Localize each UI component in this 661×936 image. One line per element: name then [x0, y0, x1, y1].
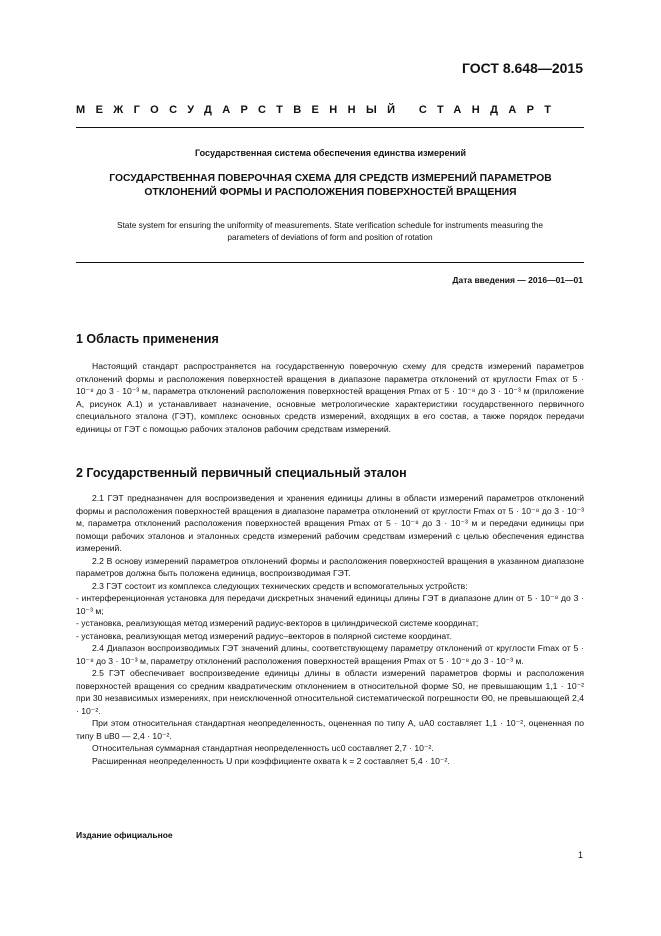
introduction-date: Дата введения — 2016—01—01 — [452, 275, 583, 285]
paragraph-2-1: 2.1 ГЭТ предназначен для воспроизведения и хранения единицы длины в области измерений параметров отклонений формы и расположения поверхностей вращения в диапазоне параметра отклонений от круглости Fmax от 5 · 10⁻⁸ до 3 · 10⁻³ м, параметра отклонений расположения поверхностей вращения Pmax от 5 · 10⁻⁸ до 3 · 10⁻³ м и передачи единицы при помощи рабочих эталонов и эталонных средств измерений рабочим средствам измерений с целью обеспечения единства измерений. — [76, 493, 584, 553]
paragraph-2-5-combined: Относительная суммарная стандартная неопределенность uc0 составляет 2,7 · 10⁻². — [92, 743, 434, 753]
paragraph-2-5-expanded: Расширенная неопределенность U при коэффициенте охвата k = 2 составляет 5,4 · 10⁻². — [92, 755, 450, 766]
section2-body — [76, 492, 584, 767]
system-title: Государственная система обеспечения единства измерений — [195, 148, 466, 158]
list-item-cylindrical: - установка, реализующая метод измерений радиус-векторов в цилиндрической системе координат; — [76, 618, 479, 628]
english-title — [76, 220, 584, 243]
section1-body — [76, 360, 584, 435]
standard-type-heading: МЕЖГОСУДАРСТВЕННЫЙ СТАНДАРТ — [76, 104, 562, 116]
english-title-line1: State system for ensuring the uniformity of measurements. State verification schedule for instruments measuring the — [116, 220, 544, 230]
paragraph-2-4: 2.4 Диапазон воспроизводимых ГЭТ значений длины, соответствующему параметру отклонений от круглости Fmax от 5 · 10⁻⁸ до 3 · 10⁻³ м, параметру отклонений расположения поверхностей вращения Pmax от 5 · 10⁻⁸ до 3 · 10⁻³ м. — [76, 643, 584, 666]
list-item-polar: - установка, реализующая метод измерений радиус–векторов в полярной системе координат. — [76, 630, 452, 641]
section2-heading: 2 Государственный первичный специальный эталон — [76, 466, 407, 480]
list-item-interferometer: - интерференционная установка для передачи дискретных значений единицы длины ГЭТ в диапазоне длин от 5 · 10⁻⁸ до 3 · 10⁻³ м; — [76, 593, 584, 616]
header-rule-top — [76, 127, 584, 128]
main-title-line1: ГОСУДАРСТВЕННАЯ ПОВЕРОЧНАЯ СХЕМА ДЛЯ СРЕДСТВ ИЗМЕРЕНИЙ ПАРАМЕТРОВ — [109, 173, 552, 184]
header-rule-bottom — [76, 262, 584, 263]
section1-heading: 1 Область применения — [76, 332, 219, 346]
main-title — [40, 172, 621, 200]
english-title-line2: parameters of deviations of form and position of rotation — [227, 231, 433, 242]
paragraph-2-5: 2.5 ГЭТ обеспечивает воспроизведение единицы длины в области измерений параметров формы и расположения поверхностей вращения со средним квадратическим отклонением в относительной форме S0, не превышающим 1,1 · 10⁻² при 30 независимых измерениях, при неисключенной относительной систематической погрешности Θ0, не превышающей 2,4 · 10⁻². — [76, 668, 584, 716]
main-title-line2: ОТКЛОНЕНИЙ ФОРМЫ И РАСПОЛОЖЕНИЯ ПОВЕРХНОСТЕЙ ВРАЩЕНИЯ — [144, 187, 517, 198]
paragraph-2-5-uncertainty: При этом относительная стандартная неопределенность, оцененная по типу А, uA0 составляет 1,1 · 10⁻², оцененная по типу В uB0 — 2,4 · 10⁻². — [76, 718, 584, 741]
page-number: 1 — [577, 850, 583, 860]
section1-paragraph: Настоящий стандарт распространяется на государственную поверочную схему для средств измерений параметров отклонений формы и расположения поверхностей вращения в диапазоне параметра отклонений от круглости Fmax от 5 · 10⁻⁸ до 3 · 10⁻³ м, параметра отклонений расположения поверхностей вращения Pmax от 5 · 10⁻⁸ до 3 · 10⁻³ м (приложение А, рисунок А.1) и устанавливает назначение, основные метрологические характеристики государственного первичного специального эталона (ГЭТ), комплекс основных средств измерений, входящих в его состав, а также порядок передачи единицы от ГЭТ с помощью рабочих эталонов рабочим средствам измерений. — [76, 361, 584, 434]
standard-code: ГОСТ 8.648—2015 — [461, 60, 583, 76]
paragraph-2-3: 2.3 ГЭТ состоит из комплекса следующих технических средств и вспомогательных устройств: — [92, 580, 468, 591]
paragraph-2-2: 2.2 В основу измерений параметров отклонений формы и расположения поверхностей вращения в указанном диапазоне параметров должна быть положена единица, воспроизводимая ГЭТ. — [76, 555, 584, 578]
edition-label: Издание официальное — [76, 830, 173, 840]
